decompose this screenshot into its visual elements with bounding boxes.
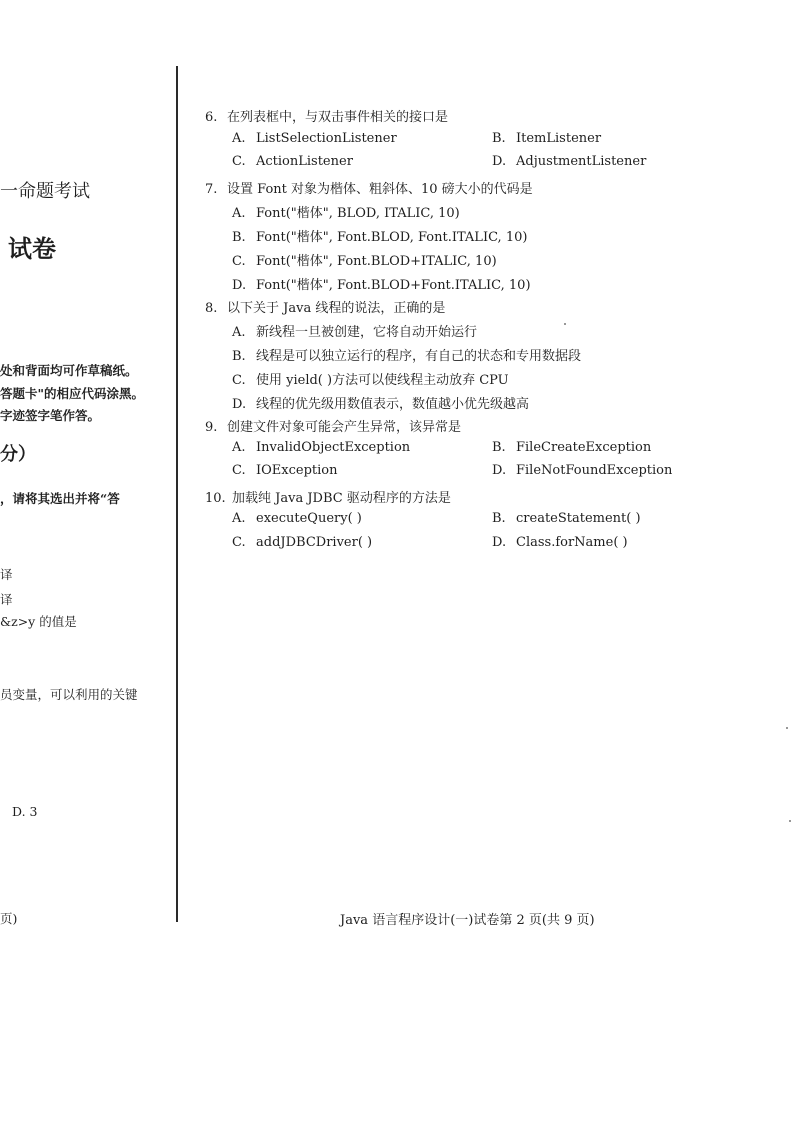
option-text: createStatement( ) [516, 511, 641, 526]
option-label: D. [232, 397, 247, 412]
option-text: 新线程一旦被创建，它将自动开始运行 [256, 325, 478, 340]
question-8-option-b [232, 345, 581, 364]
option-text: FileCreateException [516, 440, 652, 455]
question-9-stem [205, 416, 461, 435]
option-text: 线程是可以独立运行的程序，有自己的状态和专用数据段 [256, 349, 582, 364]
question-10-option-b [492, 511, 641, 526]
left-notice-fragment-3: 字迹签字笔作答。 [0, 408, 101, 423]
option-label: A. [232, 511, 246, 526]
question-10-stem [205, 487, 451, 506]
option-label: D. [492, 463, 507, 478]
question-10-option-d [492, 535, 628, 550]
question-text: 创建文件对象可能会产生异常，该异常是 [227, 420, 462, 435]
option-label: C. [232, 254, 246, 269]
option-text: Font("楷体", Font.BLOD+ITALIC, 10) [256, 254, 497, 269]
option-label: D. [492, 535, 507, 550]
binding-divider-line [176, 66, 178, 922]
left-footer-fragment: 页) [0, 911, 18, 926]
question-8-option-c [232, 369, 509, 388]
option-text: AdjustmentListener [516, 154, 647, 169]
option-label: B. [232, 349, 246, 364]
question-9-option-b [492, 440, 651, 455]
option-label: C. [232, 373, 246, 388]
option-label: C. [232, 154, 246, 169]
question-7-option-b [232, 226, 527, 245]
question-text: 以下关于 Java 线程的说法，正确的是 [227, 301, 446, 316]
question-7-option-a [232, 202, 460, 221]
left-notice-fragment-2: 答题卡"的相应代码涂黑。 [0, 386, 145, 401]
option-text: executeQuery( ) [256, 511, 362, 526]
option-text: 线程的优先级用数值表示，数值越小优先级越高 [256, 397, 530, 412]
option-text: ItemListener [516, 131, 602, 146]
option-text: Font("楷体", Font.BLOD, Font.ITALIC, 10) [256, 230, 528, 245]
option-text: ListSelectionListener [256, 131, 397, 146]
option-label: B. [492, 511, 506, 526]
option-label: D. [232, 278, 247, 293]
left-instruction-fragment: ，请将其选出并将“答 [0, 491, 120, 506]
question-9-option-d [492, 463, 672, 478]
question-6-option-d [492, 154, 646, 169]
option-label: A. [232, 131, 246, 146]
option-label: B. [492, 131, 506, 146]
page-footer: Java 语言程序设计(一)试卷第 2 页(共 9 页) [340, 913, 595, 928]
question-7-stem [205, 178, 533, 197]
scan-speck [789, 820, 791, 822]
option-label: C. [232, 535, 246, 550]
option-text: Font("楷体", Font.BLOD+Font.ITALIC, 10) [256, 278, 531, 293]
option-text: IOException [256, 463, 338, 478]
question-8-option-d [232, 393, 529, 412]
question-9-option-a [232, 440, 410, 455]
question-10-option-c [232, 535, 372, 550]
option-text: addJDBCDriver( ) [256, 535, 373, 550]
option-label: B. [492, 440, 506, 455]
question-text: 加载纯 Java JDBC 驱动程序的方法是 [232, 491, 451, 506]
question-text: 设置 Font 对象为楷体、粗斜体、10 磅大小的代码是 [227, 182, 533, 197]
option-text: InvalidObjectException [256, 440, 411, 455]
left-paper-title-fragment: 试卷 [8, 234, 56, 263]
question-8-stem [205, 297, 445, 316]
question-6-option-b [492, 131, 601, 146]
option-text: Font("楷体", BLOD, ITALIC, 10) [256, 206, 460, 221]
option-label: B. [232, 230, 246, 245]
left-exam-title-fragment: 一命题考试 [0, 181, 90, 202]
question-6-option-a [232, 131, 397, 146]
option-text: ActionListener [256, 154, 353, 169]
option-label: C. [232, 463, 246, 478]
question-number: 10. [205, 491, 226, 506]
question-10-option-a [232, 511, 362, 526]
option-text: Class.forName( ) [516, 535, 628, 550]
option-text: FileNotFoundException [516, 463, 673, 478]
left-text-fragment-4: 员变量，可以利用的关键 [0, 687, 138, 702]
option-text: 使用 yield( )方法可以使线程主动放弃 CPU [256, 373, 509, 388]
question-6-stem [205, 106, 448, 125]
option-label: A. [232, 325, 246, 340]
question-number: 8. [205, 301, 218, 316]
option-label: A. [232, 206, 246, 221]
question-8-option-a [232, 321, 477, 340]
question-text: 在列表框中，与双击事件相关的接口是 [227, 110, 449, 125]
option-label: D. [492, 154, 507, 169]
question-number: 7. [205, 182, 218, 197]
left-notice-fragment-1: 处和背面均可作草稿纸。 [0, 363, 138, 378]
left-text-fragment-1: 译 [0, 567, 13, 582]
left-section-heading-fragment: 分） [0, 444, 36, 465]
option-label: A. [232, 440, 246, 455]
question-9-option-c [232, 463, 338, 478]
scan-speck [786, 727, 788, 729]
question-7-option-d [232, 274, 531, 293]
left-option-d-fragment: D. 3 [12, 804, 38, 819]
question-7-option-c [232, 250, 497, 269]
left-text-fragment-2: 译 [0, 592, 13, 607]
question-number: 6. [205, 110, 218, 125]
question-number: 9. [205, 420, 218, 435]
left-text-fragment-3: &z>y 的值是 [0, 614, 77, 629]
question-6-option-c [232, 154, 353, 169]
scan-speck [564, 323, 566, 325]
